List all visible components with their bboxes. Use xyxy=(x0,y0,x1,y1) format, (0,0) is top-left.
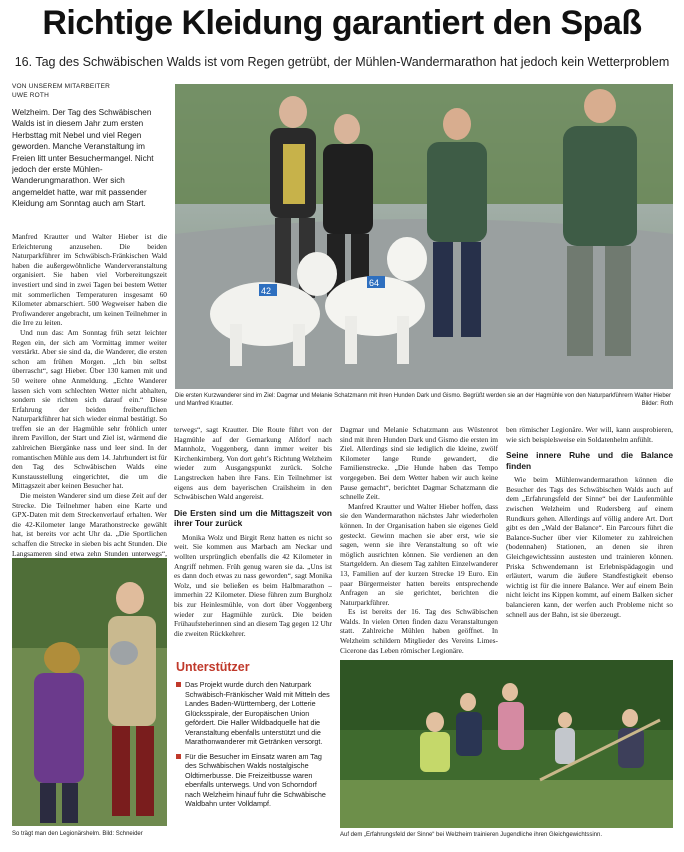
supporters-box xyxy=(176,660,331,838)
supporters-item-2: Für die Besucher im Einsatz waren am Tag des Schwäbischen Walds nostalgische Oldtimerbusse. Die Freizeitbusse waren ebenfalls unterwegs. Und von Schorndorf nach Welzheim hinauf fuhr die Schwäbische Waldbahn unter Volldampf. xyxy=(176,752,331,809)
supporters-list xyxy=(176,680,331,809)
section-head-2: Seine innere Ruhe und die Balance finden xyxy=(506,450,673,471)
headline: Richtige Kleidung garantiert den Spaß xyxy=(42,4,642,42)
supporters-box-title: Unterstützer xyxy=(176,660,250,674)
legionary-helmet-photo xyxy=(12,558,167,826)
dog-tag-2: 64 xyxy=(369,278,380,288)
byline-author: UWE ROTH xyxy=(12,92,49,99)
column-1: Manfred Krautter und Walter Hieber ist die Erleichterung anzusehen. Die beiden Naturparkführer im Schwäbisch-Fränkischen Wald haben die außergewöhnliche Wanderveranstaltung organisiert. Sie haben viel Vorbereitungszeit investiert und sind in zwei Tagen bei bestem Wetter mit sommerlichen Temperaturen insgesamt 60 Kilometer abmarschiert. 500 Wegweiser haben die Profiwanderer angebracht, um keinen Teilnehmer in die Irre zu leiten. Und nun das: Am Sonntag früh setzt leichter Regen ein, der sich am Vormittag immer weiter verstärkt. Aber sie sind da, die Wanderer, die ersten schon am frühen Morgen. „Ich bin selbst überrascht“, sagt Hieber. Über 130 kamen mit und 50 weitere ohne Anmeldung. „Echte Wanderer lassen sich vom schlechten Wetter nicht abhalten, sondern sie richten sich darauf ein.“ Diese Erfahrung der beiden freiberuflichen Naturparkführer hat sich wieder einmal bestätigt. So treffen sie an der Hagmühle sehr fröhlich unter ihrem Pavillon, der Start und Ziel ist, wärmend die zahlreichen Biergänke nass und leer sind. In der romantischen Mühle aus dem 14. Jahrhundert ist für den Tag des Schwäbischen Walds eine Kunstausstellung eingerichtet, die um die Mittagszeit aber keinen Besucher hat. Die meisten Wanderer sind um diese Zeit auf der Strecke. Die Teilnehmer haben eine Karte und GPX-Daten mit dem Streckenverlauf erhalten. Wer die 42-Kilometer lange Marathonstrecke gewählt hat, ist bereits vor acht Uhr da. „Die Sportlichen schaffen die Strecke in sieben bis acht Stunden. Die Langsameren sind etwa zehn Stunden unterwegs“, xyxy=(12,232,167,558)
column-4: ben römischer Legionäre. Wer will, kann ausprobieren, wie sich beispielsweise ein Soldatenhelm anfühlt. Seine innere Ruhe und die Balance finden Wie beim Mühlenwandermarathon können die Besucher des Tags des Schwäbischen Walds auch auf dem „Erfahrungsfeld der Sinne“ bei der Laufenmühle zwischen Welzheim und Rudersberg auf einem Rundkurs gehen. Allerdings auf völlig andere Art. Dort gibt es den „Wald der Balance“. Ein Parcours führt die Balance-Sucher über vier Kilometer zu zahlreichen (bodennahen) Stationen, an denen sie ihren Gleichgewichtssinn austesten und trainieren können. Priska Schwendemann ist Erlebnispädagogin und erläutert, warum die äußere Standfestigkeit ebenso wichtig ist für die innere Balance. Wer auf einem Bein nicht leicht ins Kippen kommt, auf einem Balken sicher balancieren kann, der werfen auch Probleme nicht so schnell aus der Bahn, ist sie überzeugt. xyxy=(506,425,673,619)
section-head-1: Die Ersten sind um die Mittagszeit von ihrer Tour zurück xyxy=(174,507,332,529)
column-3: Dagmar und Melanie Schatzmann aus Wüstenrot sind mit ihren Hunden Dark und Gismo die ersten im Ziel. Allerdings sind sie lediglich die kleine, zwölf Kilometer lange Runde gewandert, die Familienstrecke. „Die Hunde haben das Tempo vorgegeben. Bei dem Wetter haben wir auch keine Pause gemacht“, berichtet Dagmar Schatzmann die schnelle Zeit. Manfred Krautter und Walter Hieber hoffen, dass sie den Wandermarathon nächstes Jahr wiederholen können. In der Organisation haben sie eigenes Geld gesteckt. Gewinn machen sie aber erst, wie sie sagen, wenn sie ihre Veranstaltung so oft wie möglich ausrichten können. Sie verdienen an den Startgeldern. An diesem Tag zahlten Einzelwanderer 13, Familien auf der kurzen Strecke 19 Euro. Ein paar Bürgermeister hatten bereits entsprechende Anfragen an sie gerichtet, berichten die Naturparkführer. Es ist bereits der 16. Tag des Schwäbischen Walds. In vielen Orten finden dazu Veranstaltungen statt. Zahlreiche Mühlen haben geöffnet. In Welzheim schildern Mitglieder des Vereins Limes-Cicerone das Leben römischer Legionäre. xyxy=(340,425,498,655)
main-photo-credit: Bilder: Roth xyxy=(641,401,673,407)
photo-hikers-with-dogs xyxy=(175,84,673,389)
dog-tag-1: 42 xyxy=(261,286,272,296)
supporters-item-1: Das Projekt wurde durch den Naturpark Schwäbisch-Fränkischer Wald mit Mitteln des Landes Baden-Württemberg, der Lotterie Glücksspirale, der Europäischen Union gefördert. Die Haller Wildbadquelle hat die Veranstaltung ebenfalls unterstützt und die Marathonwanderer mit Getränken versorgt. xyxy=(176,680,331,747)
column-2: terwegs“, sagt Krautter. Die Route führt von der Hagmühle auf der Gemarkung Alfdorf nach Mannholz, Voggenberg, dann immer weiter bis Kirchenkirnberg. Von dort geht’s Richtung Welzheim wieder zum Ausgangspunkt zurück. Solche Langstrecken haben ihre Fans. Ein Teilnehmer ist eigens aus dem bayerischen Crailsheim in den Schwäbischen Wald angereist. Die Ersten sind um die Mittagszeit von ihrer Tour zurück Monika Wolz und Birgit Renz hatten es nicht so weit. Sie kommen aus Marbach am Neckar und wollten ursprünglich ebenfalls die 42 Kilometer in Angriff nehmen. Früh genug waren sie da. „Uns ist es dann doch etwas zu nass geworden“, sagt Monika Wolz, und sie beließen es beim Halbmarathon – immerhin 22 Kilometer. Diese führen zum Burgholz bis zur Heinlesmühle, von dort über Voggenberg wieder zur Hagmühle zurück. Die beiden Frühaufsteherinnen sind an diesem Tag gegen 12 Uhr die zweiten Rückkehrer. xyxy=(174,425,332,638)
main-photo xyxy=(175,84,673,389)
balance-photo xyxy=(340,660,673,828)
byline-role: VON UNSEREM MITARBEITER xyxy=(12,83,111,90)
right-photo-caption: Auf dem „Erfahrungsfeld der Sinne“ bei Welzheim trainieren Jugendliche ihren Gleichgewichtssinn. xyxy=(340,832,603,838)
main-photo-caption: Die ersten Kurzwanderer sind im Ziel: Dagmar und Melanie Schatzmann mit ihren Hunden Dark und Gismo. Begrüßt werden sie an der Hagmühle von den Naturparkführern Walter Hieber und Manfred Krautter. Bilder: Roth xyxy=(175,393,673,407)
subheadline: 16. Tag des Schwäbischen Walds ist vom Regen getrübt, der Mühlen-Wandermarathon hat jedoch kein Wetterproblem xyxy=(14,55,670,69)
left-photo-caption: So trägt man den Legionärshelm. Bild: Schneider xyxy=(12,831,143,837)
photo-legionary-helmet xyxy=(12,558,167,826)
photo-balance-course xyxy=(340,660,673,828)
byline xyxy=(12,82,162,100)
lead-paragraph: Welzheim. Der Tag des Schwäbischen Walds ist in diesem Jahr zum ersten Herbsttag mit Nebel und viel Regen geworden. Manche Veranstaltung im Freien litt unter Besuchermangel. Nicht jedoch der erste Mühlen-Wanderungmarathon. Wer sich angemeldet hatte, war mit passender Kleidung am Sonntag auch am Start. xyxy=(12,108,154,209)
